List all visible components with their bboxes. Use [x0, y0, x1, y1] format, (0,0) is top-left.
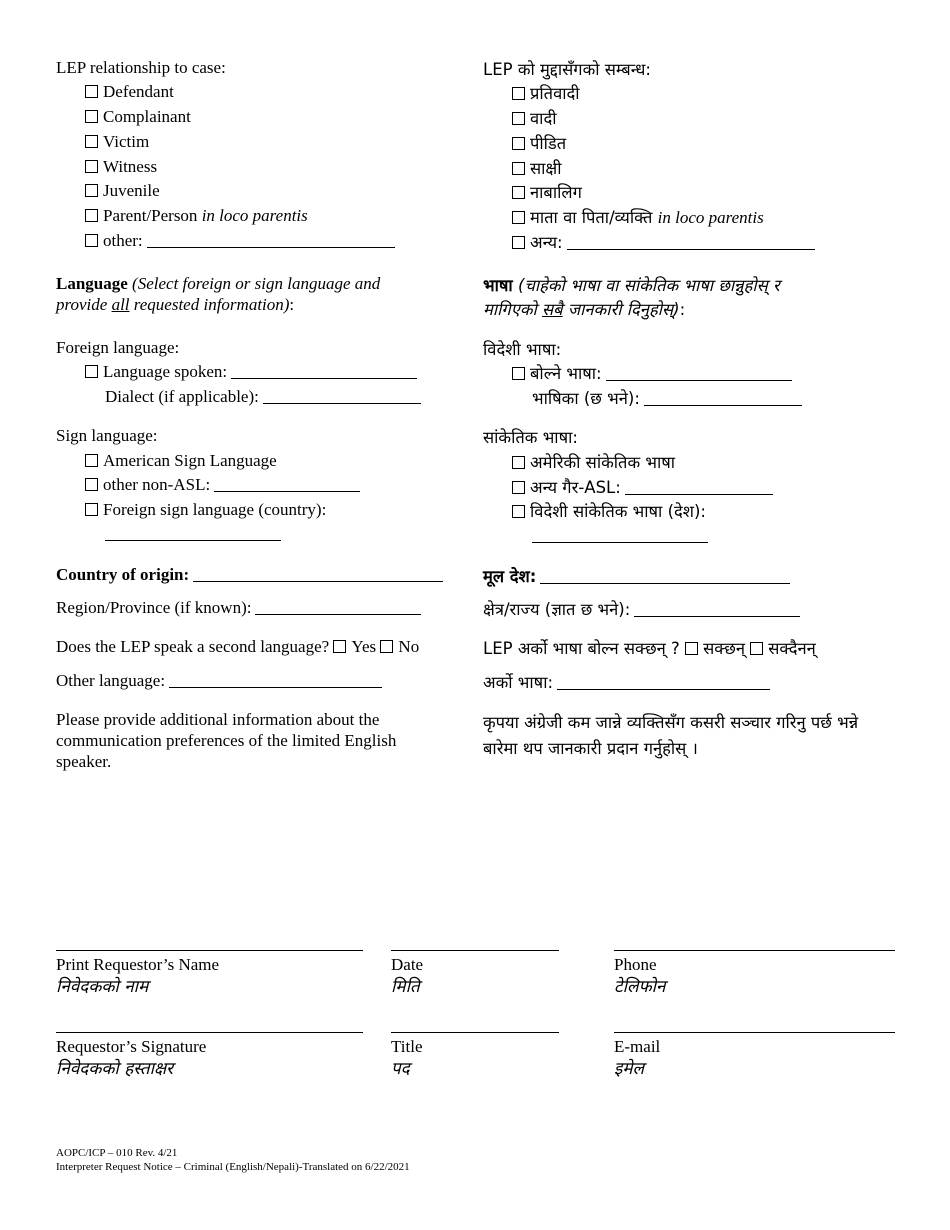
date-label: Date मिति	[391, 955, 424, 997]
foreign-sign-blank[interactable]	[105, 526, 281, 541]
checkbox[interactable]	[512, 211, 525, 224]
dialect-blank[interactable]	[263, 389, 421, 404]
np-other-language: अर्को भाषा:	[483, 671, 770, 695]
checkbox[interactable]	[85, 365, 98, 378]
np-language-spoken-option[interactable]: बोल्ने भाषा:	[483, 362, 792, 386]
checkbox[interactable]	[85, 503, 98, 516]
np-relationship-heading: LEP को मुद्दासँगको सम्बन्ध:	[483, 60, 651, 79]
checkbox[interactable]	[85, 184, 98, 197]
checkbox[interactable]	[512, 367, 525, 380]
option-other[interactable]: other:	[56, 229, 395, 253]
other-language: Other language:	[56, 669, 382, 693]
np-info-paragraph: कृपया अंग्रेजी कम जान्ने व्यक्तिसँग कसरी सञ्चार गरिनु पर्छ भन्ने बारेमा थप जानकारी प्रदान गर्नुहोस् ।	[483, 713, 859, 758]
checkbox[interactable]	[512, 505, 525, 518]
checkbox[interactable]	[85, 110, 98, 123]
option-defendant[interactable]: Defendant	[56, 80, 174, 104]
np-language-heading-line2: मागिएको सबै जानकारी दिनुहोस्):	[483, 300, 686, 319]
checkbox[interactable]	[512, 186, 525, 199]
footer-description: Interpreter Request Notice – Criminal (English/Nepali)-Translated on 6/22/2021	[56, 1161, 410, 1173]
second-language-question: Does the LEP speak a second language? Yes No	[56, 637, 420, 656]
foreign-sign-blank-row	[105, 522, 281, 546]
np-option-victim[interactable]: पीडित	[483, 132, 566, 156]
option-victim[interactable]: Victim	[56, 130, 149, 154]
checkbox[interactable]	[512, 236, 525, 249]
checkbox[interactable]	[85, 160, 98, 173]
np-no-checkbox[interactable]	[750, 642, 763, 655]
np-other-blank[interactable]	[567, 235, 815, 250]
title-line[interactable]	[391, 1032, 559, 1033]
np-option-parent[interactable]: माता वा पिता/व्यक्ति in loco parentis	[483, 206, 764, 230]
yes-checkbox[interactable]	[333, 640, 346, 653]
option-complainant[interactable]: Complainant	[56, 105, 191, 129]
checkbox[interactable]	[85, 209, 98, 222]
language-heading-line2: provide all requested information):	[56, 295, 295, 314]
footer	[56, 1146, 410, 1174]
language-spoken-option[interactable]: Language spoken:	[56, 360, 417, 384]
phone-line[interactable]	[614, 950, 895, 951]
option-witness[interactable]: Witness	[56, 155, 157, 179]
language-heading: Language (Select foreign or sign language and	[56, 274, 381, 293]
checkbox[interactable]	[512, 456, 525, 469]
np-non-asl-blank[interactable]	[625, 480, 773, 495]
country-blank[interactable]	[193, 567, 443, 582]
date-line[interactable]	[391, 950, 559, 951]
np-country-blank[interactable]	[540, 569, 790, 584]
np-language-spoken-blank[interactable]	[606, 366, 792, 381]
np-option-complainant[interactable]: वादी	[483, 107, 556, 131]
email-line[interactable]	[614, 1032, 895, 1033]
no-checkbox[interactable]	[380, 640, 393, 653]
region-blank[interactable]	[255, 600, 421, 615]
checkbox[interactable]	[512, 87, 525, 100]
checkbox[interactable]	[512, 137, 525, 150]
checkbox[interactable]	[512, 481, 525, 494]
np-language-heading: भाषा (चाहेको भाषा वा सांकेतिक भाषा छान्नुहोस् र	[483, 276, 780, 295]
asl-option[interactable]: American Sign Language	[56, 449, 277, 473]
title-label: Title पद	[391, 1037, 423, 1079]
dialect-field: Dialect (if applicable):	[56, 385, 421, 409]
sign-language-heading: Sign language:	[56, 426, 158, 445]
checkbox[interactable]	[512, 112, 525, 125]
footer-form-id: AOPC/ICP – 010 Rev. 4/21	[56, 1147, 178, 1159]
np-other-language-blank[interactable]	[557, 675, 770, 690]
print-name-line[interactable]	[56, 950, 363, 951]
np-asl-option[interactable]: अमेरिकी सांकेतिक भाषा	[483, 451, 675, 475]
np-second-language-question: LEP अर्को भाषा बोल्न सक्छन् ? सक्छन् सक्दैनन्	[483, 639, 816, 658]
print-name-label: Print Requestor’s Name निवेदकको नाम	[56, 955, 220, 997]
np-dialect-blank[interactable]	[644, 391, 802, 406]
np-country-of-origin: मूल देश:	[483, 565, 790, 589]
np-dialect-field: भाषिका (छ भने):	[483, 387, 802, 411]
checkbox[interactable]	[85, 135, 98, 148]
foreign-sign-option[interactable]: Foreign sign language (country):	[56, 498, 326, 522]
email-label: E-mail इमेल	[614, 1037, 661, 1079]
option-juvenile[interactable]: Juvenile	[56, 179, 160, 203]
np-option-other[interactable]: अन्य:	[483, 231, 815, 255]
other-blank[interactable]	[147, 233, 395, 248]
np-region-blank[interactable]	[634, 602, 800, 617]
np-yes-checkbox[interactable]	[685, 642, 698, 655]
checkbox[interactable]	[85, 234, 98, 247]
np-non-asl-option[interactable]: अन्य गैर-ASL:	[483, 476, 773, 500]
checkbox[interactable]	[85, 85, 98, 98]
relationship-heading: LEP relationship to case:	[56, 58, 226, 77]
other-language-blank[interactable]	[169, 673, 382, 688]
country-of-origin: Country of origin:	[56, 563, 443, 587]
np-option-juvenile[interactable]: नाबालिग	[483, 181, 582, 205]
np-foreign-language-heading: विदेशी भाषा:	[483, 340, 562, 359]
np-foreign-sign-blank-row	[532, 524, 708, 548]
np-option-defendant[interactable]: प्रतिवादी	[483, 82, 580, 106]
checkbox[interactable]	[85, 454, 98, 467]
np-sign-language-heading: सांकेतिक भाषा:	[483, 428, 578, 447]
signature-line[interactable]	[56, 1032, 363, 1033]
np-region-province: क्षेत्र/राज्य (ज्ञात छ भने):	[483, 598, 800, 622]
option-parent[interactable]: Parent/Person in loco parentis	[56, 204, 308, 228]
signature-label: Requestor’s Signature निवेदकको हस्ताक्षर	[56, 1037, 207, 1079]
language-spoken-blank[interactable]	[231, 364, 417, 379]
checkbox[interactable]	[85, 478, 98, 491]
foreign-language-heading: Foreign language:	[56, 338, 180, 357]
np-foreign-sign-option[interactable]: विदेशी सांकेतिक भाषा (देश):	[483, 500, 706, 524]
np-option-witness[interactable]: साक्षी	[483, 157, 562, 181]
np-foreign-sign-blank[interactable]	[532, 528, 708, 543]
non-asl-option[interactable]: other non-ASL:	[56, 473, 360, 497]
info-paragraph: Please provide additional information about the communication preferences of the limited English speaker.	[56, 710, 397, 771]
checkbox[interactable]	[512, 162, 525, 175]
region-province: Region/Province (if known):	[56, 596, 421, 620]
non-asl-blank[interactable]	[214, 477, 360, 492]
phone-label: Phone टेलिफोन	[614, 955, 666, 997]
